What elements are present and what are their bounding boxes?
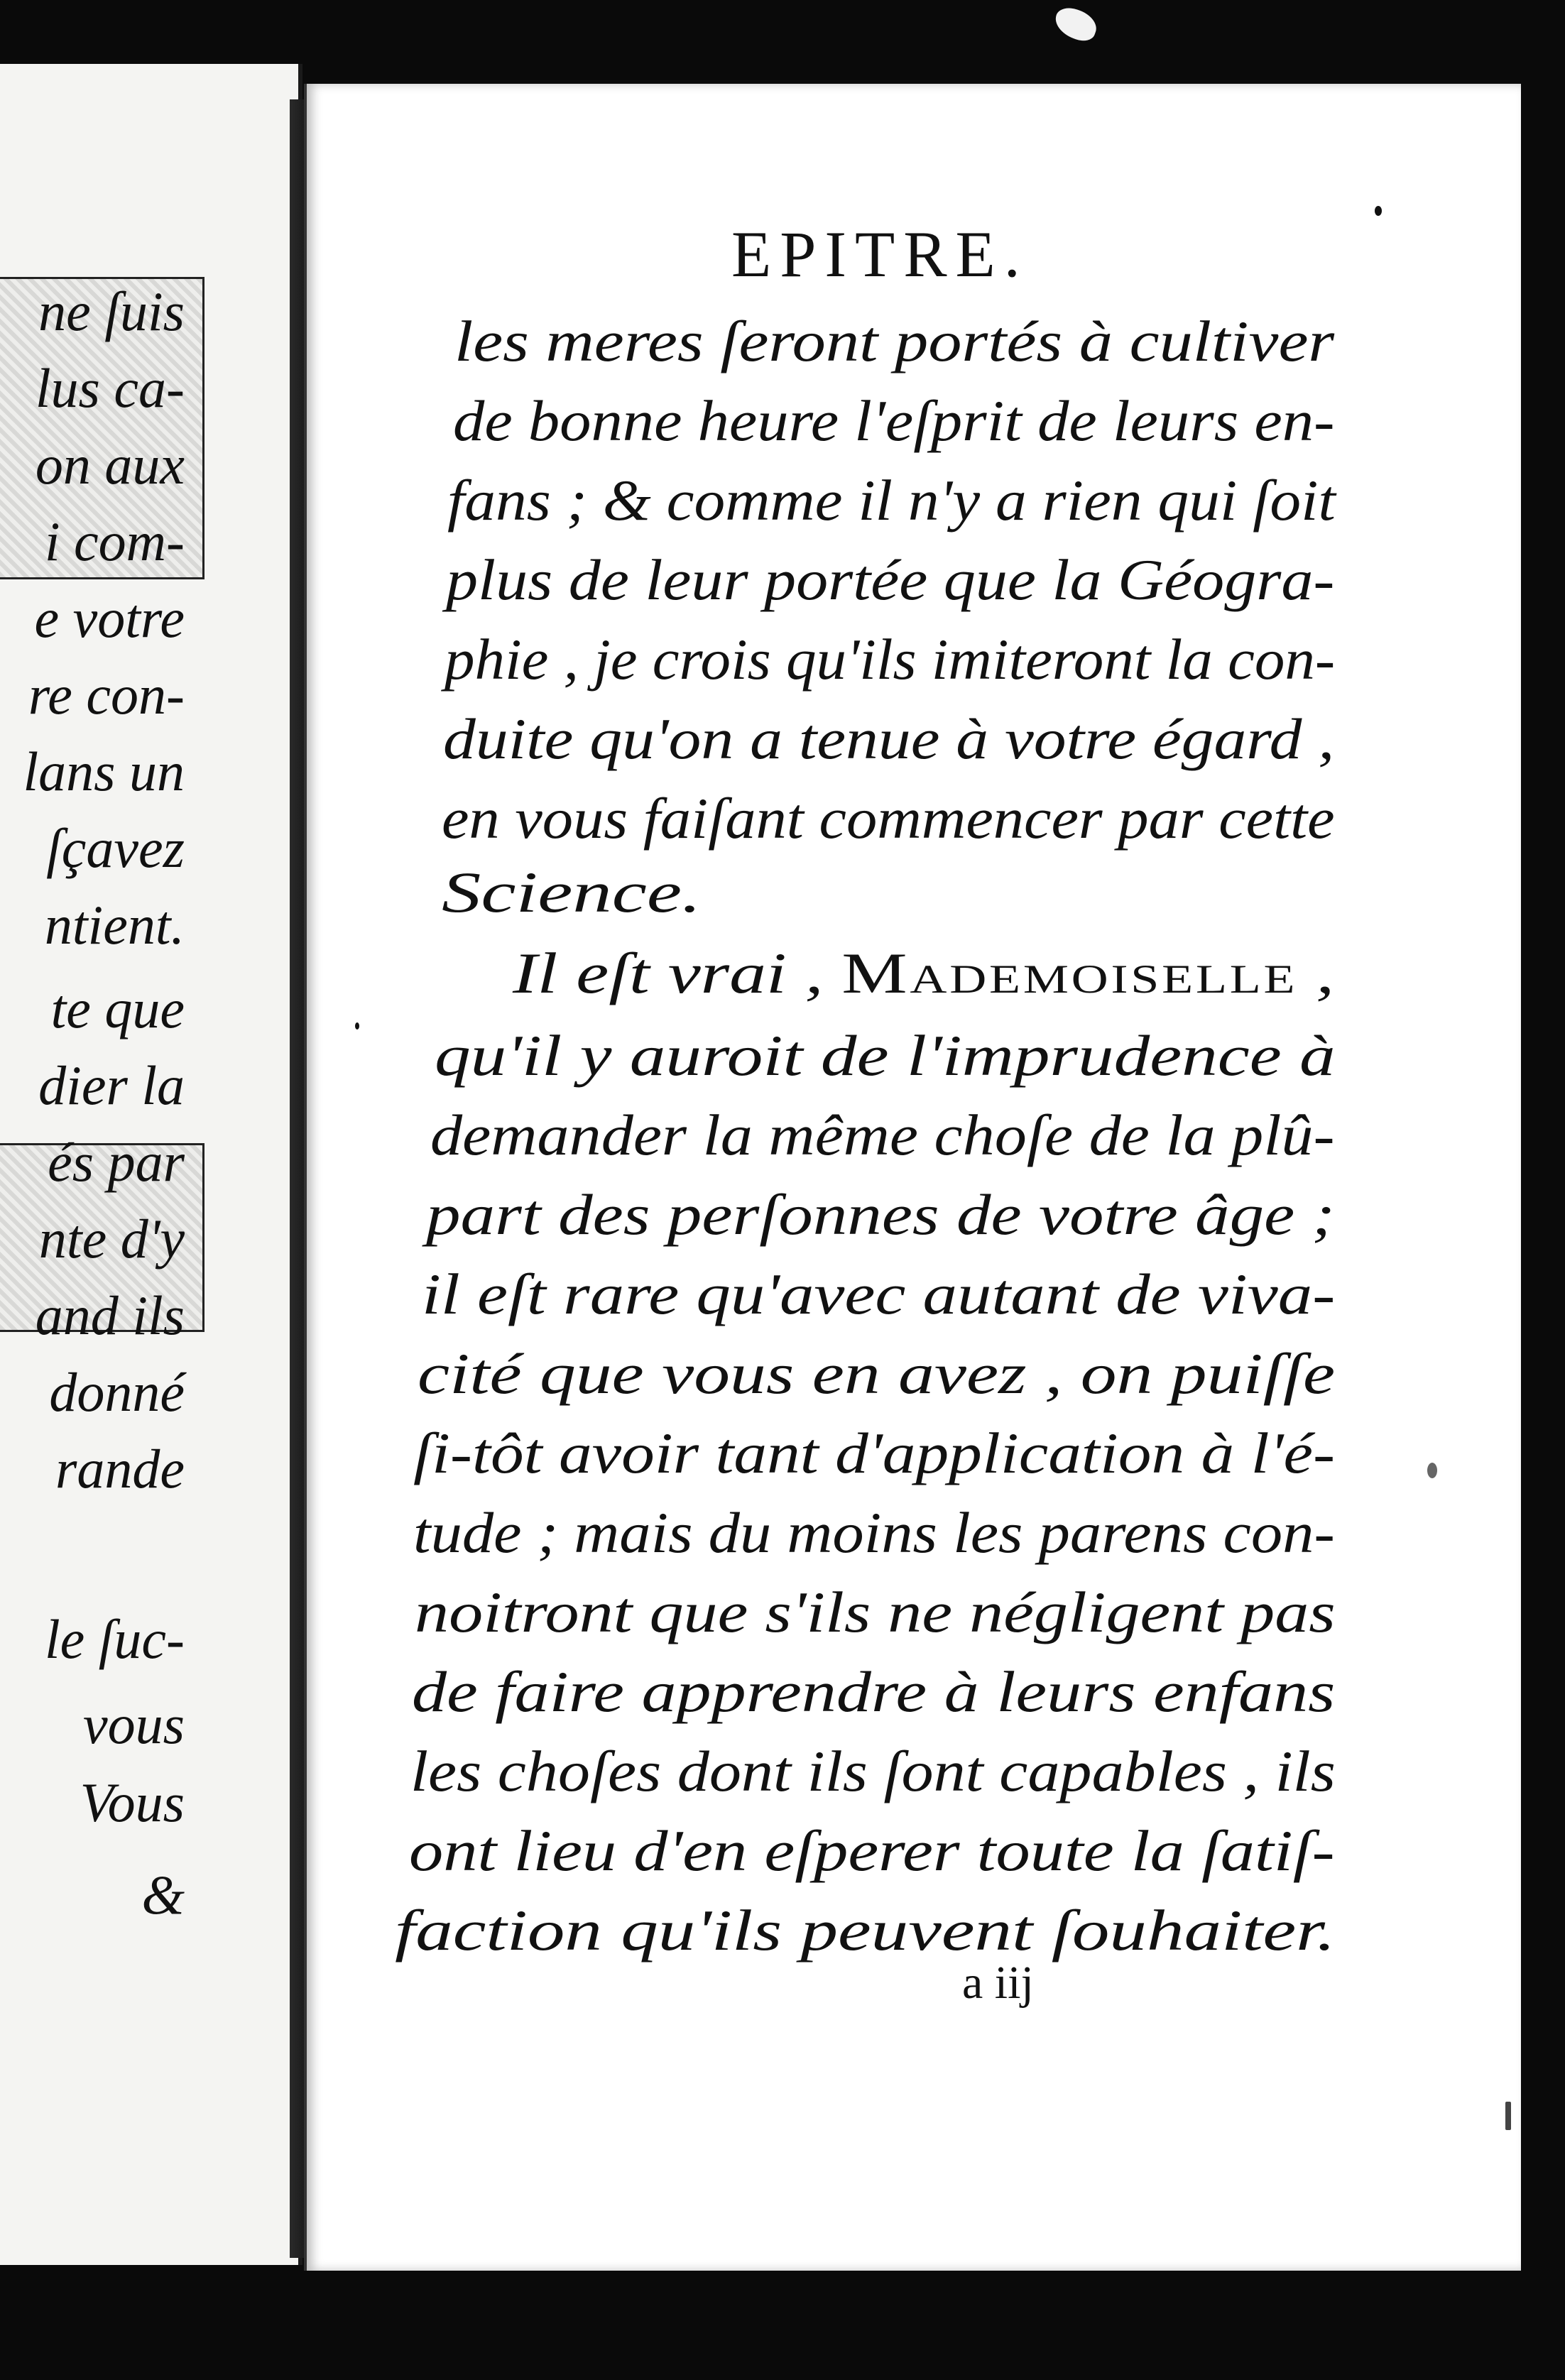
left-page-line: and ils: [35, 1284, 185, 1346]
scan-artifact: [1051, 4, 1101, 45]
text-line: part des perſonnes de votre âge ;: [426, 1182, 1335, 1247]
signature-mark: a iij: [962, 1957, 1034, 2009]
text-line: il eſt rare qu'avec autant de viva-: [422, 1262, 1336, 1326]
text-span: ,: [1297, 941, 1335, 1005]
left-page-line: donné: [49, 1361, 185, 1423]
text-line: qu'il y auroit de l'imprudence à: [435, 1023, 1336, 1088]
left-page-line: dier la: [38, 1054, 185, 1116]
text-line: les choſes dont ils ſont capables , ils: [410, 1739, 1336, 1803]
text-line: tude ; mais du moins les parens con-: [413, 1500, 1335, 1565]
left-page-line: Vous: [80, 1772, 185, 1833]
text-line: en vous faiſant commencer par cette: [442, 786, 1335, 851]
text-line: les meres ſeront portés à cultiver: [454, 309, 1335, 373]
running-head: EPITRE.: [731, 218, 1029, 290]
paragraph-opening-line: [513, 941, 1335, 1005]
text-line: de bonne heure l'eſprit de leurs en-: [453, 388, 1335, 453]
text-line: ſi-tôt avoir tant d'application à l'é-: [413, 1421, 1336, 1485]
scan-speck: [1427, 1463, 1437, 1478]
text-span: Il eſt vrai ,: [513, 941, 842, 1005]
left-page-line: ſçavez: [46, 817, 185, 879]
text-line: demander la même choſe de la plû-: [430, 1103, 1335, 1167]
text-line: fans ; & comme il n'y a rien qui ſoit: [447, 468, 1336, 533]
text-line: ont lieu d'en eſperer toute la ſatiſ-: [409, 1818, 1335, 1883]
left-page-line: ntient.: [44, 894, 185, 956]
left-page-line: ne ſuis: [38, 280, 185, 342]
text-line: plus de leur portée que la Géogra-: [446, 547, 1335, 612]
left-page-line: rande: [55, 1438, 185, 1500]
left-page-line: és par: [48, 1131, 185, 1193]
text-line: noitront que s'ils ne négligent pas: [415, 1580, 1336, 1644]
scan-speck: [1375, 206, 1382, 216]
text-line: de faire apprendre à leurs enfans: [412, 1659, 1336, 1724]
left-facing-page: [0, 64, 302, 2265]
text-line: faction qu'ils peuvent ſouhaiter.: [395, 1898, 1336, 1963]
left-page-line: nte d'y: [38, 1208, 185, 1270]
left-page-line: le ſuc-: [44, 1608, 185, 1670]
left-page-line: e votre: [34, 587, 185, 649]
scan-speck: [1505, 2102, 1511, 2130]
left-page-line: lus ca-: [35, 357, 185, 419]
left-page-line: on aux: [35, 434, 185, 496]
left-page-line: i com-: [44, 511, 185, 572]
left-page-line: re con-: [28, 664, 185, 726]
addressee-name: Mademoiselle: [841, 941, 1298, 1005]
text-line: cité que vous en avez , on puiſſe: [418, 1341, 1336, 1406]
text-line: duite qu'on a tenue à votre égard ,: [443, 706, 1335, 771]
scan-speck: [355, 1022, 359, 1030]
text-line: phie , je crois qu'ils imiteront la con-: [445, 627, 1336, 692]
left-page-line: &: [141, 1864, 185, 1926]
left-page-line: lans un: [23, 741, 185, 802]
text-line: Science.: [442, 860, 702, 924]
left-page-line: vous: [83, 1693, 185, 1755]
left-page-line: te que: [50, 978, 185, 1039]
